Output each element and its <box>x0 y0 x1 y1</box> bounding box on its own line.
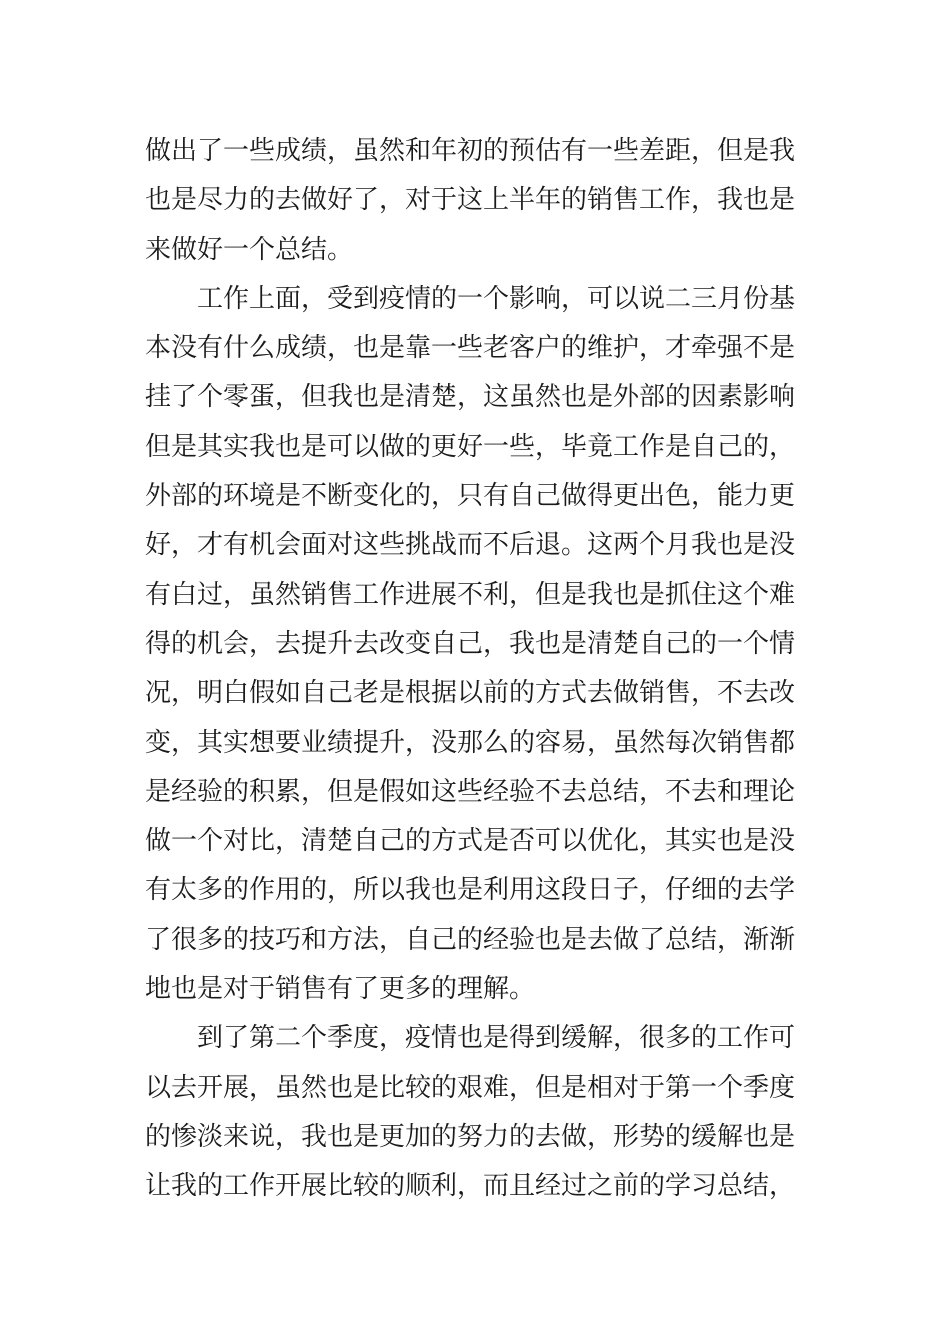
paragraph-2-line-4: 但是其实我也是可以做的更好一些，毕竟工作是自己的， <box>145 431 796 462</box>
paragraph-3-line-1: 到了第二个季度，疫情也是得到缓解，很多的工作可 <box>197 1023 796 1054</box>
paragraph-2-line-1: 工作上面，受到疫情的一个影响，可以说二三月份基 <box>197 283 796 314</box>
paragraph-2-line-2: 本没有什么成绩，也是靠一些老客户的维护，才牵强不是 <box>145 333 796 364</box>
paragraph-3-line-3: 的惨淡来说，我也是更加的努力的去做，形势的缓解也是 <box>145 1121 796 1152</box>
paragraph-2-line-5: 外部的环境是不断变化的，只有自己做得更出色，能力更 <box>145 481 796 512</box>
paragraph-3-line-4: 让我的工作开展比较的顺利，而且经过之前的学习总结， <box>145 1171 796 1202</box>
paragraph-2-line-15: 地也是对于销售有了更多的理解。 <box>145 974 536 1005</box>
paragraph-2-line-14: 了很多的技巧和方法，自己的经验也是去做了总结，渐渐 <box>145 924 796 955</box>
paragraph-1-line-3: 来做好一个总结。 <box>145 234 354 265</box>
paragraph-1-line-1: 做出了一些成绩，虽然和年初的预估有一些差距，但是我 <box>145 136 796 166</box>
paragraph-2-line-11: 是经验的积累，但是假如这些经验不去总结，不去和理论 <box>145 776 796 807</box>
paragraph-3-line-2: 以去开展，虽然也是比较的艰难，但是相对于第一个季度 <box>145 1072 796 1103</box>
paragraph-1-line-2: 也是尽力的去做好了，对于这上半年的销售工作，我也是 <box>145 185 796 216</box>
paragraph-2-line-6: 好，才有机会面对这些挑战而不后退。这两个月我也是没 <box>145 530 796 561</box>
paragraph-2-line-12: 做一个对比，清楚自己的方式是否可以优化，其实也是没 <box>145 826 796 857</box>
paragraph-2-line-7: 有白过，虽然销售工作进展不利，但是我也是抓住这个难 <box>145 579 796 610</box>
paragraph-2-line-3: 挂了个零蛋，但我也是清楚，这虽然也是外部的因素影响 <box>145 382 796 413</box>
paragraph-2-line-10: 变，其实想要业绩提升，没那么的容易，虽然每次销售都 <box>145 727 796 758</box>
body-text <box>145 127 810 1212</box>
paragraph-2-line-8: 得的机会，去提升去改变自己，我也是清楚自己的一个情 <box>145 628 796 659</box>
paragraph-2-line-9: 况，明白假如自己老是根据以前的方式去做销售，不去改 <box>145 678 796 709</box>
paragraph-2-line-13: 有太多的作用的，所以我也是利用这段日子，仔细的去学 <box>145 875 796 906</box>
